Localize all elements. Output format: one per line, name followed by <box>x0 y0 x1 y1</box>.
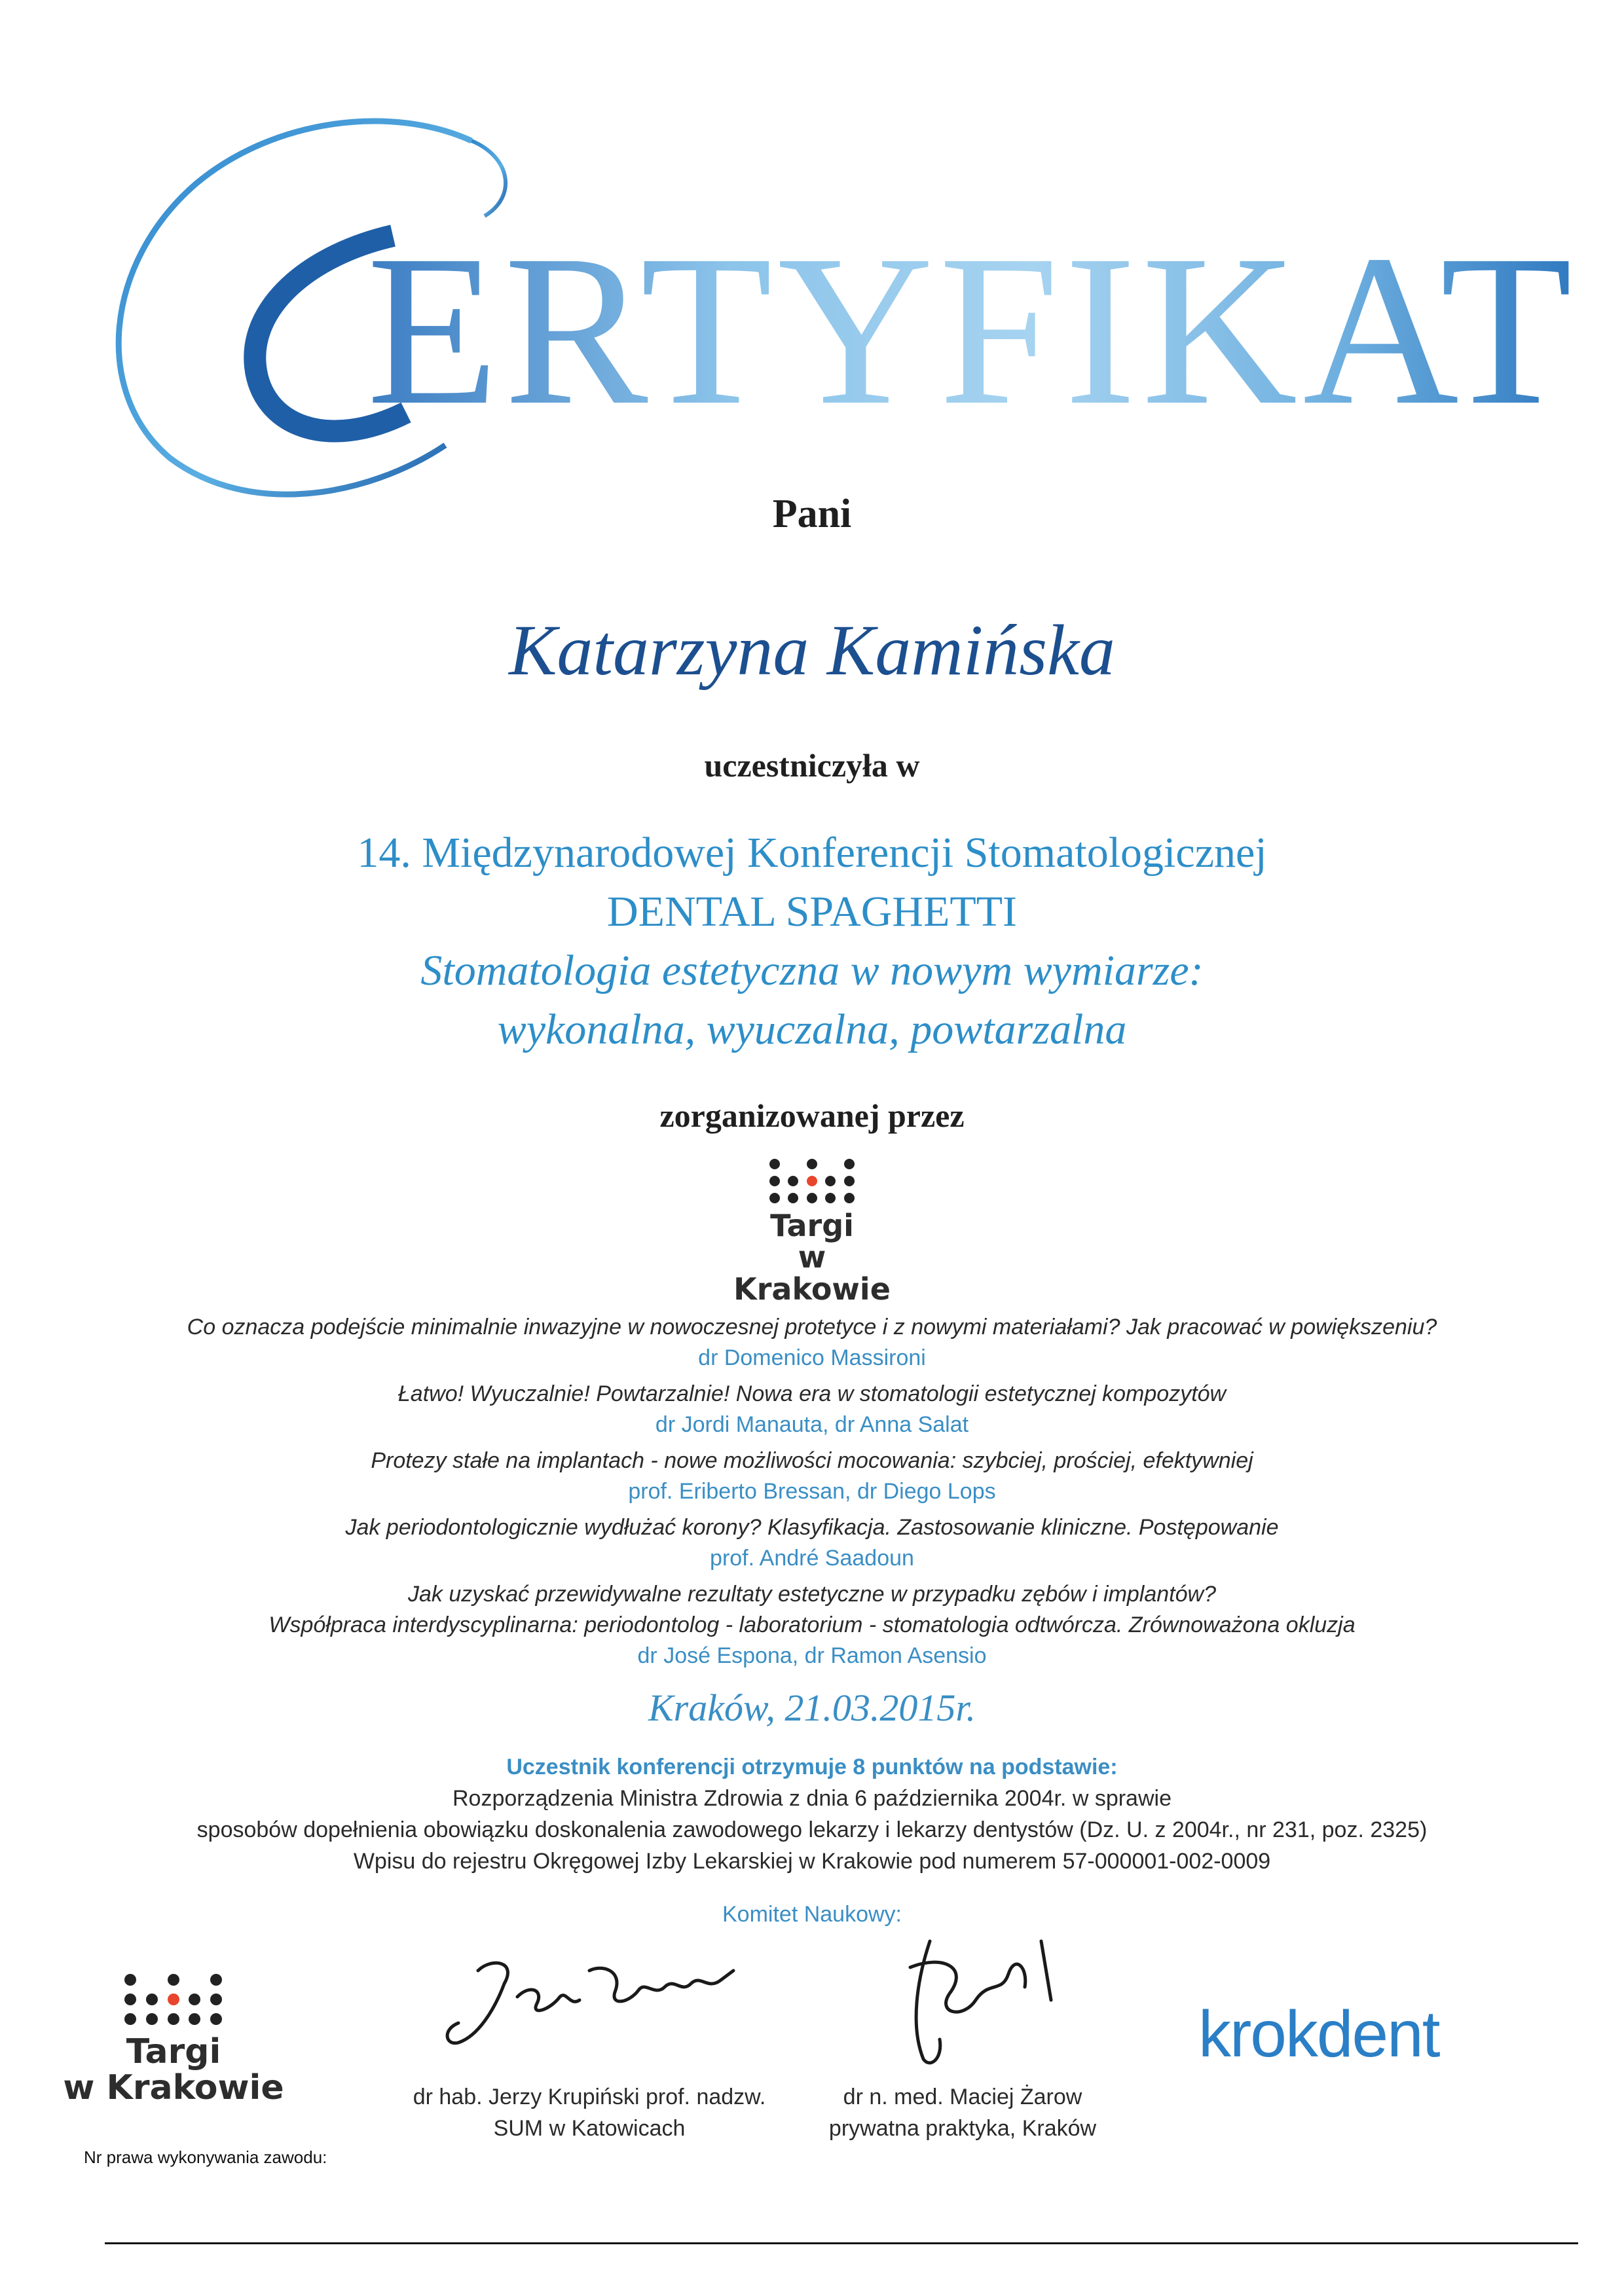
points-basis-2: sposobów dopełnienia obowiązku doskonalenia zawodowego lekarzy i lekarzy dentystów (Dz. U. z 2004r., nr 231, poz. 2325) <box>196 1817 1428 1842</box>
program-topic-2: Łatwo! Wyuczalnie! Powtarzalnie! Nowa era w stomatologii estetycznej kompozytów <box>397 1381 1227 1406</box>
signatory-2-affiliation: prywatna praktyka, Kraków <box>828 2115 1097 2141</box>
signature-krupinski <box>439 1944 747 2056</box>
conference-subtitle-2: wykonalna, wyuczalna, powtarzalna <box>497 1006 1127 1053</box>
organized-by: zorganizowanej przez <box>659 1097 965 1134</box>
sponsor-logo: krokdent <box>1198 1997 1439 2071</box>
bottom-divider <box>105 2242 1578 2244</box>
organizer-logo-line2: w Krakowie <box>733 1239 891 1307</box>
points-basis-3: Wpisu do rejestru Okręgowej Izby Lekarskiej w Krakowie pod numerem 57-000001-002-0009 <box>353 1849 1271 1874</box>
program-topic-3: Protezy stałe na implantach - nowe możliwości mocowania: szybciej, prościej, efektywniej <box>371 1448 1253 1473</box>
points-heading: Uczestnik konferencji otrzymuje 8 punktów na podstawie: <box>506 1755 1118 1779</box>
program-speaker-2: dr Jordi Manauta, dr Anna Salat <box>655 1412 969 1437</box>
program-topic-5b: Współpraca interdyscyplinarna: periodontolog - laboratorium - stomatologia odtwórcza. Zrównoważona okluzja <box>268 1613 1356 1637</box>
conference-subtitle: Stomatologia estetyczna w nowym wymiarze: <box>420 947 1204 994</box>
program-topic-4: Jak periodontologicznie wydłużać korony? Klasyfikacja. Zastosowanie kliniczne. Postępowanie <box>345 1515 1279 1540</box>
participation-text: uczestniczyła w <box>704 747 920 784</box>
conference-name: 14. Międzynarodowej Konferencji Stomatologicznej <box>357 829 1267 877</box>
organizer-logo-line1: Targi <box>770 1208 854 1243</box>
signatory-2-name: dr n. med. Maciej Żarow <box>843 2085 1082 2109</box>
signatory-1-affiliation: SUM w Katowicach <box>493 2115 686 2141</box>
signatory-1-name: dr hab. Jerzy Krupiński prof. nadzw. <box>413 2085 766 2109</box>
points-basis-1: Rozporządzenia Ministra Zdrowia z dnia 6 października 2004r. w sprawie <box>452 1786 1172 1811</box>
signature-zarow <box>891 1928 1074 2079</box>
title-text: ERTYFIKAT <box>367 211 1578 450</box>
program-topic-5: Jak uzyskać przewidywalne rezultaty estetyczne w przypadku zębów i implantów? <box>408 1582 1216 1607</box>
footer-logo-line2: w Krakowie <box>63 2068 284 2107</box>
committee-label: Komitet Naukowy: <box>722 1902 902 1927</box>
footer-logo <box>59 1974 288 2105</box>
program-topic-1: Co oznacza podejście minimalnie inwazyjne w nowoczesnej protetyce i z nowymi materiałami? Jak pracować w powiększeniu? <box>187 1315 1437 1339</box>
recipient-name: Katarzyna Kamińska <box>509 610 1115 690</box>
salutation: Pani <box>772 492 852 536</box>
program-speaker-1: dr Domenico Massironi <box>698 1345 926 1370</box>
footer-logo-dots-icon <box>124 1974 223 2025</box>
footer-logo-line1: Targi <box>126 2032 221 2071</box>
license-number-label: Nr prawa wykonywania zawodu: <box>84 2147 327 2167</box>
organizer-logo <box>730 1159 894 1305</box>
logo-dots-icon <box>769 1159 855 1203</box>
place-date: Kraków, 21.03.2015r. <box>648 1686 976 1729</box>
program-speaker-5: dr José Espona, dr Ramon Asensio <box>637 1643 987 1668</box>
program-speaker-3: prof. Eriberto Bressan, dr Diego Lops <box>628 1479 996 1504</box>
conference-title: DENTAL SPAGHETTI <box>607 888 1017 936</box>
program-speaker-4: prof. André Saadoun <box>710 1546 914 1571</box>
